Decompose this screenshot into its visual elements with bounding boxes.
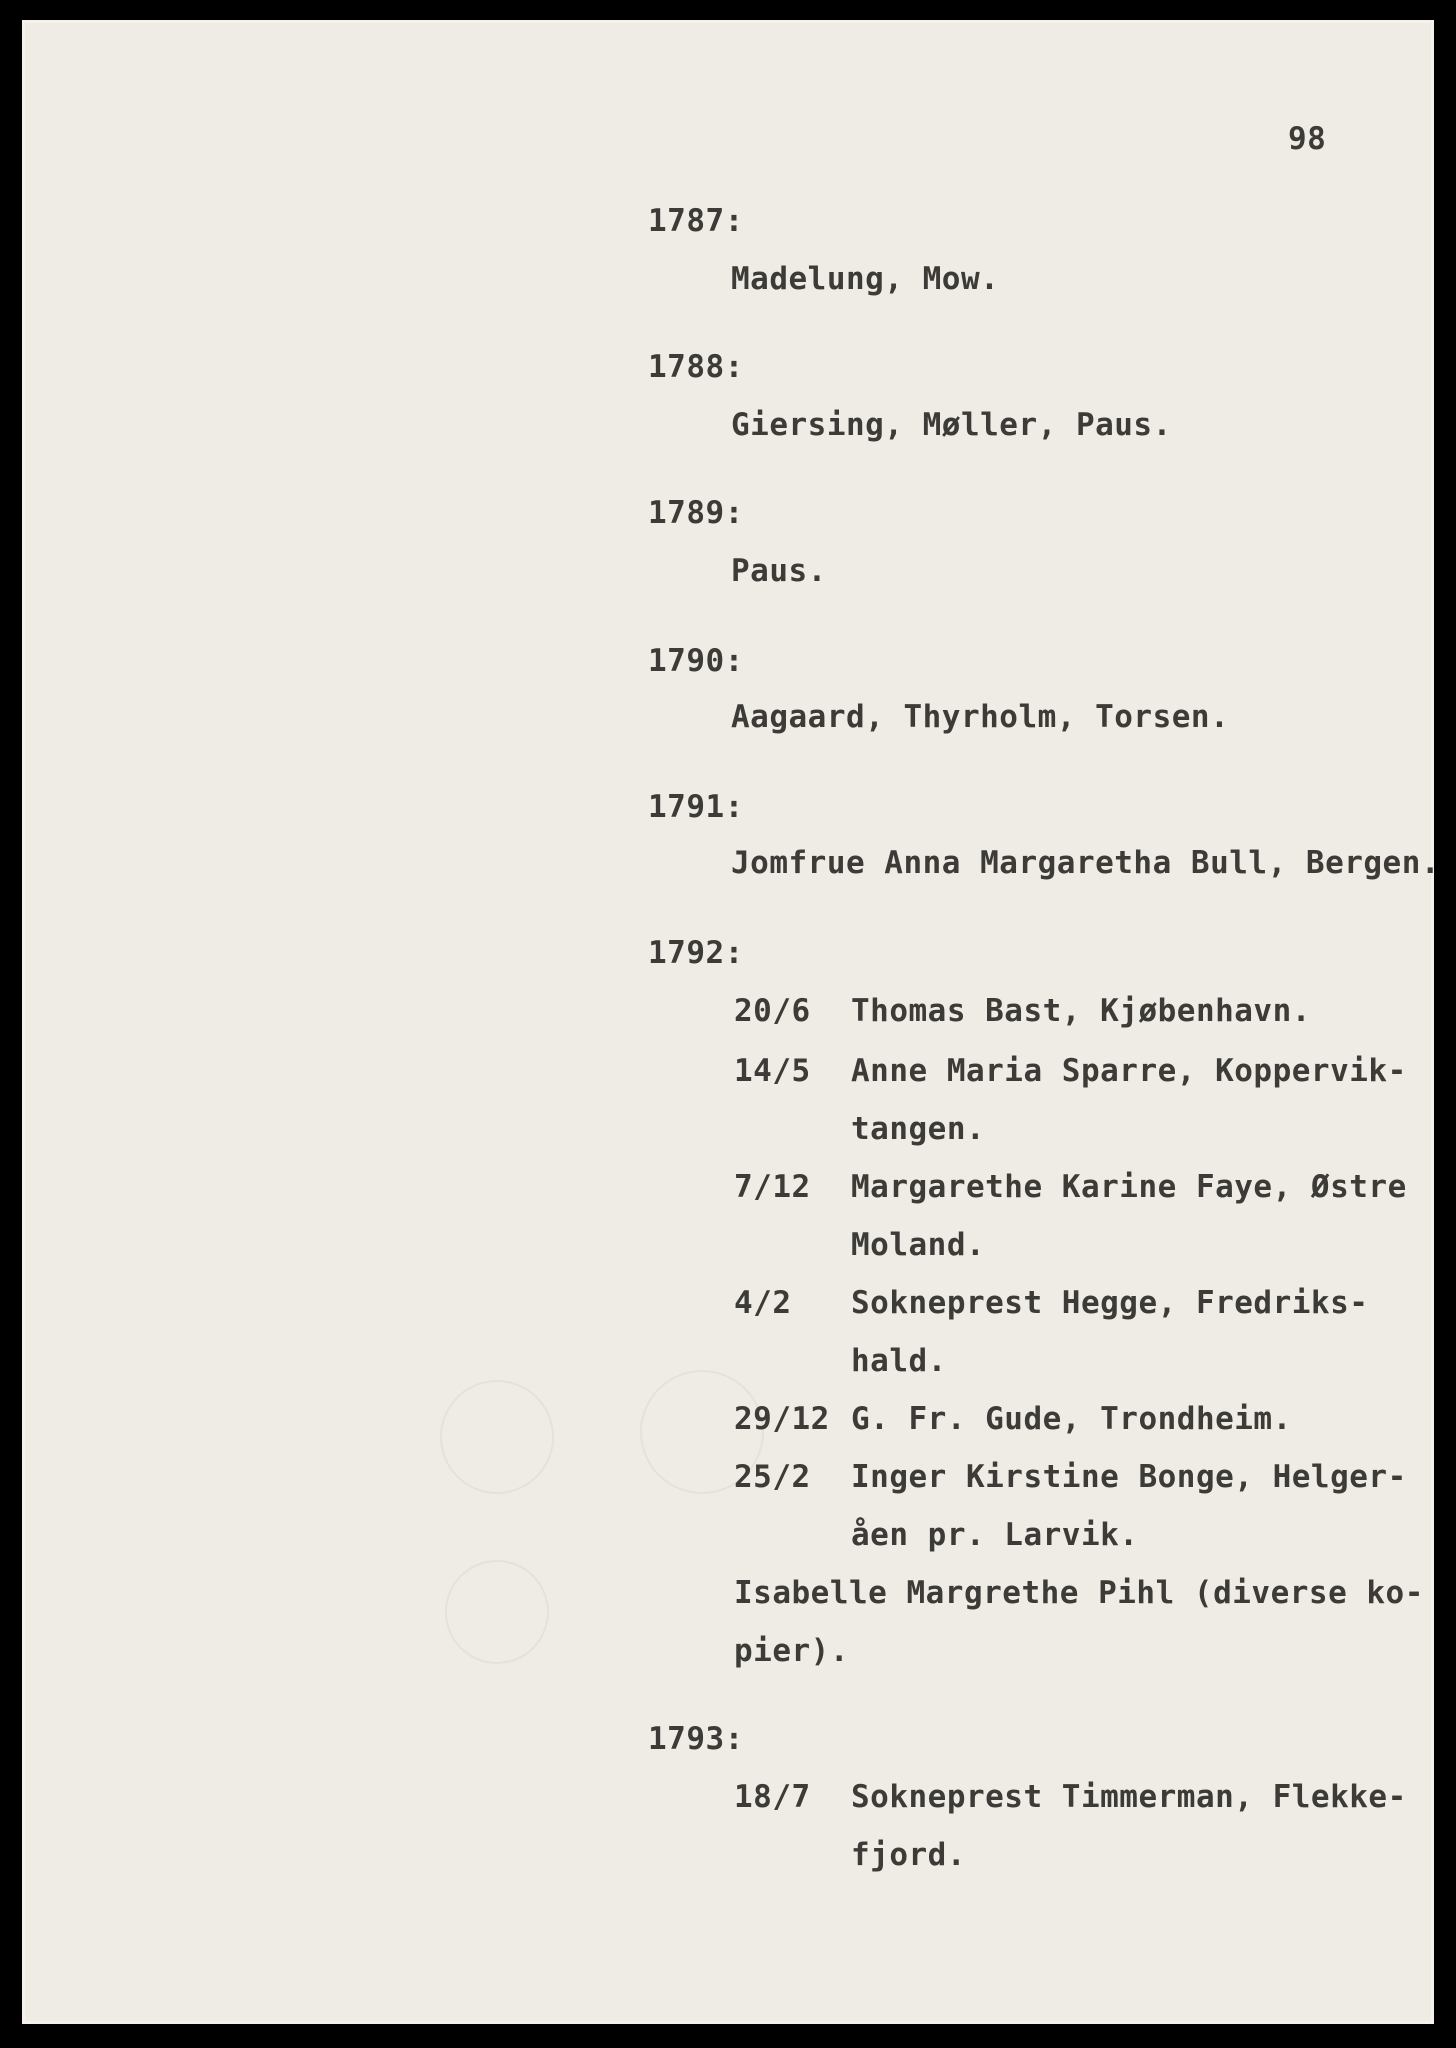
entry-text-continued: åen pr. Larvik. [851, 1517, 1139, 1553]
entry-text: Margarethe Karine Faye, Østre [851, 1169, 1407, 1205]
entry-text-continued: hald. [851, 1343, 947, 1379]
year-heading: 1787: [648, 203, 744, 239]
note-text: Isabelle Margrethe Pihl (diverse ko- [734, 1575, 1424, 1611]
year-names: Aagaard, Thyrholm, Torsen. [731, 699, 1230, 735]
entry-text: G. Fr. Gude, Trondheim. [851, 1401, 1292, 1437]
bleed-through-mark [445, 1560, 549, 1664]
entry-date: 4/2 [734, 1285, 792, 1321]
page-number: 98 [1288, 121, 1327, 157]
year-names: Madelung, Mow. [731, 261, 1000, 297]
year-heading: 1790: [648, 643, 744, 679]
note-text-continued: pier). [734, 1633, 849, 1669]
entry-text: Thomas Bast, Kjøbenhavn. [851, 993, 1311, 1029]
year-heading: 1792: [648, 935, 744, 971]
year-heading: 1789: [648, 495, 744, 531]
entry-text: Anne Maria Sparre, Koppervik- [851, 1053, 1407, 1089]
year-names: Giersing, Møller, Paus. [731, 407, 1172, 443]
year-names: Paus. [731, 553, 827, 589]
entry-text: Sokneprest Hegge, Fredriks- [851, 1285, 1369, 1321]
year-heading: 1791: [648, 789, 744, 825]
year-names: Jomfrue Anna Margaretha Bull, Bergen. [731, 845, 1441, 881]
entry-text-continued: Moland. [851, 1227, 986, 1263]
entry-text: Inger Kirstine Bonge, Helger- [851, 1459, 1407, 1495]
entry-date: 18/7 [734, 1779, 811, 1815]
entry-text-continued: fjord. [851, 1837, 966, 1873]
year-heading: 1793: [648, 1721, 744, 1757]
entry-text: Sokneprest Timmerman, Flekke- [851, 1779, 1407, 1815]
entry-date: 29/12 [734, 1401, 830, 1437]
entry-text-continued: tangen. [851, 1111, 986, 1147]
entry-date: 14/5 [734, 1053, 811, 1089]
bleed-through-mark [440, 1380, 554, 1494]
year-heading: 1788: [648, 349, 744, 385]
entry-date: 20/6 [734, 993, 811, 1029]
entry-date: 7/12 [734, 1169, 811, 1205]
entry-date: 25/2 [734, 1459, 811, 1495]
